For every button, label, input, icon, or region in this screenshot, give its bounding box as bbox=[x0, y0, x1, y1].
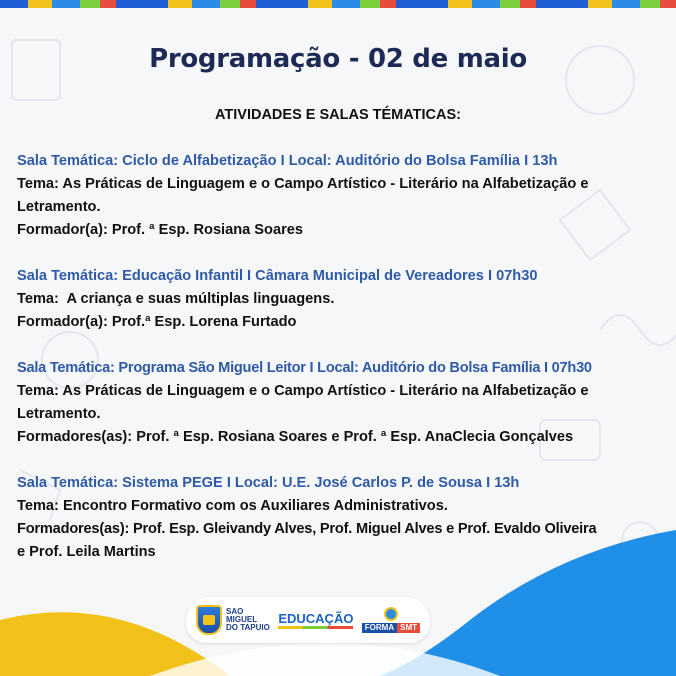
city-logo bbox=[196, 605, 270, 635]
session-detail: Letramento. bbox=[17, 406, 101, 422]
session-detail: Tema: As Práticas de Linguagem e o Campo Artístico - Literário na Alfabetização e bbox=[17, 176, 589, 192]
session-detail: Formadores(as): Prof. Esp. Gleivandy Alves, Prof. Miguel Alves e Prof. Evaldo Oliveira bbox=[17, 521, 597, 537]
section-subtitle: ATIVIDADES E SALAS TÉMATICAS: bbox=[215, 107, 461, 123]
session-detail: Tema: Encontro Formativo com os Auxiliares Administrativos. bbox=[17, 498, 448, 514]
education-logo: EDUCAÇÃO bbox=[278, 611, 353, 629]
session-detail: Tema: A criança e suas múltiplas linguagens. bbox=[17, 291, 335, 307]
session-detail: e Prof. Leila Martins bbox=[17, 544, 156, 560]
session-detail: Formador(a): Prof. ª Esp. Rosiana Soares bbox=[17, 222, 303, 238]
partner-logos bbox=[186, 597, 430, 643]
city-logo-text: SAO MIGUEL DO TAPUIO bbox=[226, 607, 270, 632]
bottom-wave-decoration bbox=[0, 500, 676, 676]
session-detail: Formador(a): Prof.ª Esp. Lorena Furtado bbox=[17, 314, 297, 330]
forma-smt-logo: FORMA SMT bbox=[362, 607, 420, 633]
session-detail: Letramento. bbox=[17, 199, 101, 215]
session-item bbox=[17, 150, 669, 242]
session-heading: Sala Temática: Sistema PEGE I Local: U.E. José Carlos P. de Sousa I 13h bbox=[17, 475, 520, 491]
session-heading: Sala Temática: Programa São Miguel Leitor I Local: Auditório do Bolsa Família I 07h30 bbox=[17, 360, 592, 376]
session-item bbox=[17, 265, 669, 334]
session-heading: Sala Temática: Ciclo de Alfabetização I Local: Auditório do Bolsa Família I 13h bbox=[17, 153, 558, 169]
globe-icon bbox=[384, 607, 398, 621]
session-heading: Sala Temática: Educação Infantil I Câmara Municipal de Vereadores I 07h30 bbox=[17, 268, 538, 284]
session-detail: Formadores(as): Prof. ª Esp. Rosiana Soares e Prof. ª Esp. AnaClecia Gonçalves bbox=[17, 429, 574, 445]
page-title: Programação - 02 de maio bbox=[149, 44, 527, 74]
city-crest-icon bbox=[196, 605, 222, 635]
session-item bbox=[17, 357, 669, 449]
session-detail: Tema: As Práticas de Linguagem e o Campo Artístico - Literário na Alfabetização e bbox=[17, 383, 589, 399]
